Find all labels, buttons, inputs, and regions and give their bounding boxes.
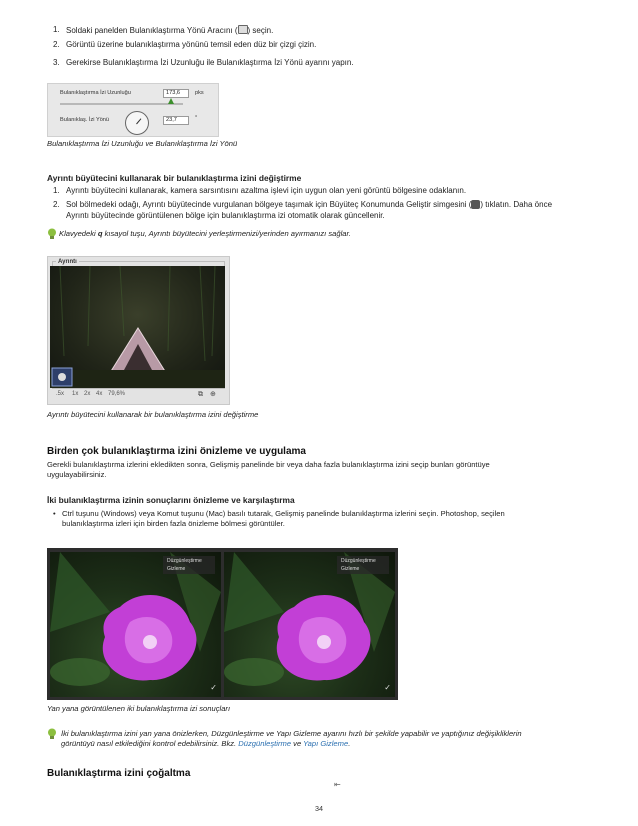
preview-pane-left <box>50 552 221 697</box>
preview-settings-overlay <box>337 556 389 574</box>
artifact-suppression-label: Gizleme <box>341 566 360 572</box>
zoom-05x[interactable]: .5x <box>56 391 65 397</box>
tip-shortcut-q: Klavyedeki q kısayol tuşu, Ayrıntı büyütecini yerleştirmenizi/yerinden ayırmanızı sağlar. <box>59 229 351 238</box>
preview-paragraph: Gerekli bulanıklaştırma izlerini ekledikten sonra, Gelişmiş panelinde bir veya daha fazla bulanıklaştırma izini seçip bunları görüntüye uygulayabilirsiniz. <box>47 460 490 480</box>
zoom-2x[interactable]: 2x <box>84 391 91 397</box>
length-slider-handle[interactable] <box>168 98 174 104</box>
section-heading-duplicate: Bulanıklaştırma izini çoğaltma <box>47 768 191 779</box>
artifact-suppression-label: Gizleme <box>167 566 186 572</box>
step-text: Ayrıntı büyütecini kullanarak, kamera sarsıntısını azaltma işlevi için uygun olan yeni görüntü bölgesine odaklanın. <box>66 186 467 195</box>
tip-smoothing: İki bulanıklaştırma izini yan yana önizlerken, Düzgünleştirme ve Yapı Gizleme ayarını hızlı bir şekilde yapabilir ve yaptığınız değişikliklerin görüntüyü nasıl etkilediğini kontrol edebilirsiniz. Bkz. Düzgünleştirme ve Yapı Gizleme. <box>61 729 522 749</box>
step-text-after: ) seçin. <box>247 26 274 35</box>
tent-illustration <box>50 266 225 388</box>
link-artifact-suppression[interactable]: Yapı Gizleme <box>303 739 349 749</box>
page-number: 34 <box>315 804 323 813</box>
detail-panel-title: Ayrıntı <box>58 259 77 265</box>
zoom-percentage: 79,6% <box>108 391 126 397</box>
enhance-at-loupe-location-icon[interactable]: ⊕ <box>210 391 216 398</box>
bullet-dot: • <box>53 509 56 518</box>
step-text-after: ) tıklatın. Daha önce <box>480 200 553 209</box>
step-number: 3. <box>53 58 60 67</box>
blur-trace-length-label: Bulanıklaştırma İzi Uzunluğu <box>60 90 131 96</box>
smoothing-label: Düzgünleştirme <box>167 558 202 564</box>
length-unit: pks <box>195 90 204 96</box>
caption-detail-loupe: Ayrıntı büyütecini kullanarak bir bulanıklaştırma izini değiştirme <box>47 410 259 419</box>
step-number: 1. <box>53 186 60 195</box>
bullet-compare: Ctrl tuşunu (Windows) veya Komut tuşunu (Mac) basılı tutarak, Gelişmiş panelinde bulanıklaştırma izlerini seçin. Photoshop, seçilen bulanıklaştırma izleri için birden fazla önizleme bölmesi görüntüler. <box>62 509 505 529</box>
step-text: Görüntü üzerine bulanıklaştırma yönünü temsil eden düz bir çizgi çizin. <box>66 40 317 49</box>
caption-side-by-side: Yan yana görüntülenen iki bulanıklaştırma izi sonuçları <box>47 704 231 713</box>
step-number: 2. <box>53 200 60 209</box>
zoom-4x[interactable]: 4x <box>96 391 103 397</box>
shortcut-key: q <box>97 229 103 238</box>
direction-unit: ° <box>195 115 198 121</box>
blur-direction-tool-icon <box>238 25 248 34</box>
lightbulb-icon <box>47 728 57 740</box>
link-smoothing[interactable]: Düzgünleştirme <box>238 739 292 749</box>
checkmark-icon[interactable]: ✓ <box>210 683 217 693</box>
step-text: Sol bölmedeki odağı, Ayrıntı büyütecinde vurgulanan bölgeye taşımak için Büyüteç Konumunda Geliştir simgesini ( <box>66 200 472 209</box>
smoothing-label: Düzgünleştirme <box>341 558 376 564</box>
preview-pane-right <box>224 552 395 697</box>
step-number: 1. <box>53 25 60 34</box>
detail-loupe-panel <box>47 256 230 405</box>
section-heading-preview: Birden çok bulanıklaştırma izini önizleme ve uygulama <box>47 446 306 457</box>
step-text: Gerekirse Bulanıklaştırma İzi Uzunluğu ile Bulanıklaştırma İzi Yönü ayarını yapın. <box>66 58 354 67</box>
step-text: Soldaki panelden Bulanıklaştırma Yönü Aracını ( <box>66 26 238 35</box>
section-heading-detail-loupe: Ayrıntı büyütecini kullanarak bir bulanıklaştırma izini değiştirme <box>47 173 302 183</box>
direction-dial-icon[interactable] <box>125 111 149 135</box>
dock-loupe-icon[interactable]: ⧉ <box>198 391 203 398</box>
forest-tent-image <box>50 266 225 388</box>
blur-trace-direction-field[interactable]: 23,7 <box>163 116 189 125</box>
blur-trace-direction-label: Bulanıklaş. İzi Yönü <box>60 117 110 123</box>
sub-heading-compare: İki bulanıklaştırma izinin sonuçlarını önizleme ve karşılaştırma <box>47 495 295 505</box>
checkmark-icon[interactable]: ✓ <box>384 683 391 693</box>
step-text-line2: Ayrıntı büyütecinde görüntülenen bölge için bulanıklaştırma izi otomatik olarak güncellenir. <box>66 210 385 220</box>
side-by-side-preview-image <box>47 548 398 700</box>
return-arrow-icon[interactable]: ⇤ <box>334 780 341 789</box>
step-number: 2. <box>53 40 60 49</box>
caption-blur-trace-settings: Bulanıklaştırma İzi Uzunluğu ve Bulanıklaştırma İzi Yönü <box>47 139 238 148</box>
blur-trace-length-field[interactable]: 173,6 <box>163 89 189 98</box>
preview-settings-overlay <box>163 556 215 574</box>
length-slider-track[interactable] <box>60 103 183 105</box>
zoom-1x[interactable]: 1x <box>72 391 79 397</box>
lightbulb-icon <box>47 228 57 240</box>
blur-trace-settings-panel <box>47 83 219 137</box>
